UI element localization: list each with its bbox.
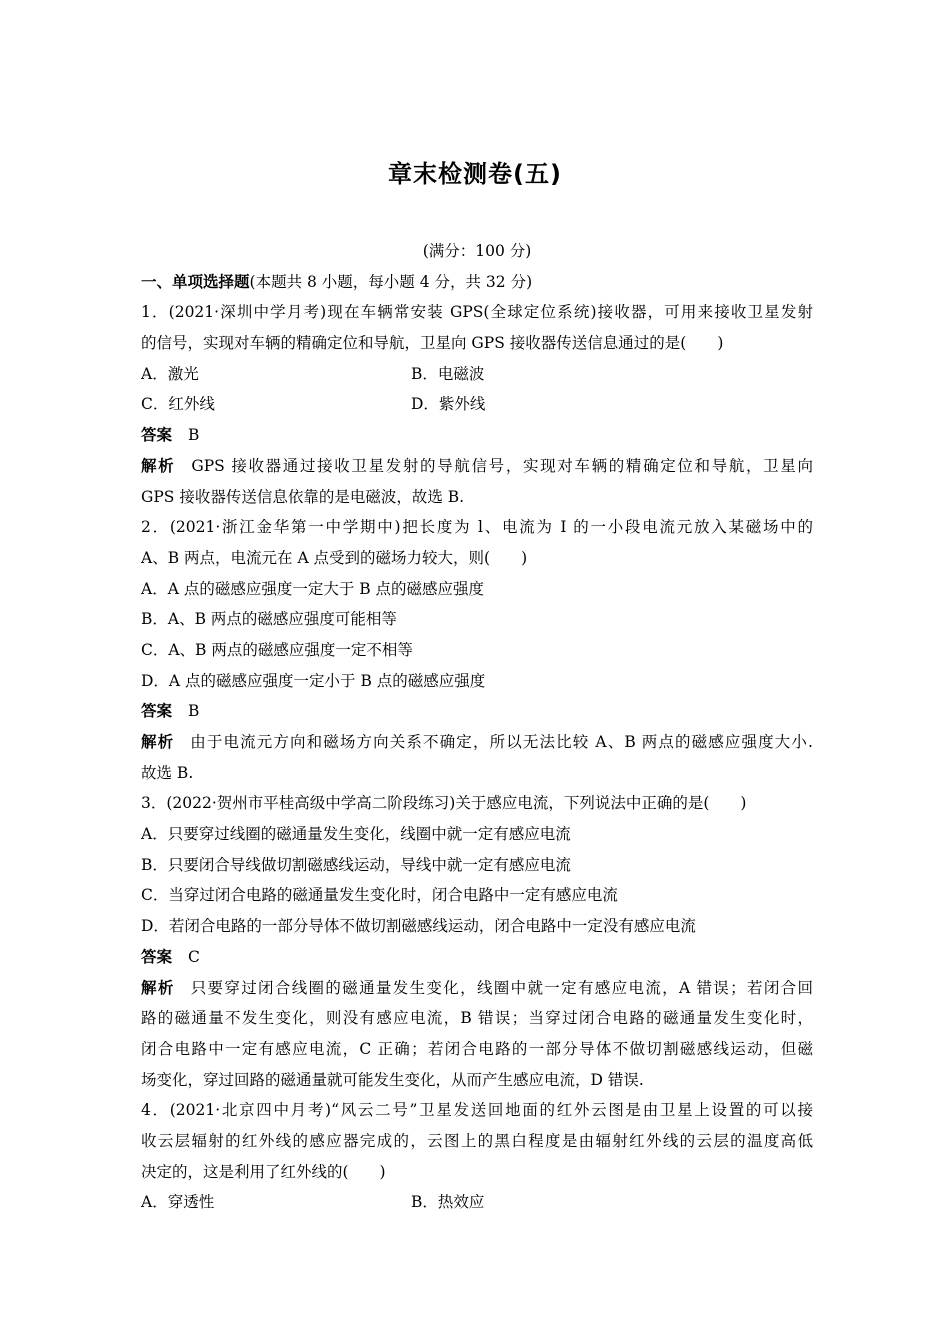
question-3 (141, 788, 813, 1095)
question-line: 3．(2022·贺州市平桂高级中学高二阶段练习)关于感应电流，下列说法中正确的是( ) (141, 794, 747, 813)
question-line: 的信号，实现对车辆的精确定位和导航，卫星向 GPS 接收器传送信息通过的是( ) (141, 334, 724, 353)
question-line: 收云层辐射的红外线的感应器完成的，云图上的黑白程度是由辐射红外线的云层的温度高低 (141, 1131, 813, 1150)
analysis-label: 解析 (141, 456, 176, 475)
section-note: (本题共 8 小题，每小题 4 分，共 32 分) (249, 272, 533, 291)
question-line: A、B 两点，电流元在 A 点受到的磁场力较大，则( ) (141, 548, 528, 567)
analysis-text: 只要穿过闭合线圈的磁通量发生变化，线圈中就一定有感应电流，A 错误；若闭合回 (190, 978, 813, 997)
option-row (141, 359, 813, 390)
question-4 (141, 1095, 813, 1218)
section-heading-line (141, 267, 813, 298)
option-a: A．穿透性 (141, 1193, 215, 1212)
option-row (141, 1187, 813, 1218)
option-b: B．只要闭合导线做切割磁感线运动，导线中就一定有感应电流 (141, 855, 571, 874)
question-line: 决定的，这是利用了红外线的( ) (141, 1162, 386, 1181)
option-c: C．红外线 (141, 395, 215, 414)
question-line: 2．(2021·浙江金华第一中学期中)把长度为 l、电流为 I 的一小段电流元放入某磁场中的 (141, 518, 813, 537)
analysis-line: 场变化，穿过回路的磁通量就可能发生变化，从而产生感应电流，D 错误. (141, 1070, 644, 1089)
analysis-line: GPS 接收器传送信息依靠的是电磁波，故选 B. (141, 487, 465, 506)
answer-line (141, 420, 813, 451)
option-c: C．A、B 两点的磁感应强度一定不相等 (141, 640, 413, 659)
analysis-text: 由于电流元方向和磁场方向关系不确定，所以无法比较 A、B 两点的磁感应强度大小. (190, 733, 813, 751)
option-d: D．紫外线 (411, 395, 486, 414)
question-1 (141, 297, 813, 512)
option-a: A．A 点的磁感应强度一定大于 B 点的磁感应强度 (141, 579, 485, 598)
analysis-line (141, 727, 813, 758)
analysis-line (141, 451, 813, 482)
analysis-line: 故选 B. (141, 763, 194, 782)
analysis-label: 解析 (141, 978, 175, 997)
page-title: 章末检测卷(五) (388, 160, 562, 188)
option-b: B．电磁波 (411, 364, 485, 383)
answer-value: C (188, 947, 200, 966)
document-body (141, 236, 813, 1218)
option-c: C．当穿过闭合电路的磁通量发生变化时，闭合电路中一定有感应电流 (141, 886, 618, 905)
analysis-line: 路的磁通量不发生变化，则没有感应电流，B 错误；当穿过闭合电路的磁通量发生变化时， (141, 1009, 813, 1028)
question-line: 1．(2021·深圳中学月考)现在车辆常安装 GPS(全球定位系统)接收器，可用来接收卫星发射 (141, 303, 813, 322)
answer-value: B (188, 702, 200, 721)
option-a: A．只要穿过线圈的磁通量发生变化，线圈中就一定有感应电流 (141, 825, 571, 844)
answer-label: 答案 (141, 426, 173, 445)
answer-label: 答案 (141, 702, 173, 721)
answer-line (141, 942, 813, 973)
option-d: D．A 点的磁感应强度一定小于 B 点的磁感应强度 (141, 671, 486, 690)
section-heading: 一、单项选择题 (141, 272, 250, 291)
question-line: 4．(2021·北京四中月考)“风云二号”卫星发送回地面的红外云图是由卫星上设置的可以接 (141, 1101, 813, 1120)
option-d: D．若闭合电路的一部分导体不做切割磁感线运动，闭合电路中一定没有感应电流 (141, 917, 696, 936)
analysis-label: 解析 (141, 733, 175, 751)
score-note: (满分：100 分) (422, 242, 532, 260)
analysis-line: 闭合电路中一定有感应电流，C 正确；若闭合电路的一部分导体不做切割磁感线运动，但磁 (141, 1039, 813, 1058)
answer-line (141, 696, 813, 727)
option-a: A．激光 (141, 364, 199, 383)
analysis-line (141, 973, 813, 1004)
option-row (141, 389, 813, 420)
question-2 (141, 512, 813, 788)
option-b: B．热效应 (411, 1193, 485, 1212)
answer-value: B (188, 426, 200, 445)
option-b: B．A、B 两点的磁感应强度可能相等 (141, 610, 397, 629)
answer-label: 答案 (141, 947, 173, 966)
analysis-text: GPS 接收器通过接收卫星发射的导航信号，实现对车辆的精确定位和导航，卫星向 (191, 456, 813, 475)
